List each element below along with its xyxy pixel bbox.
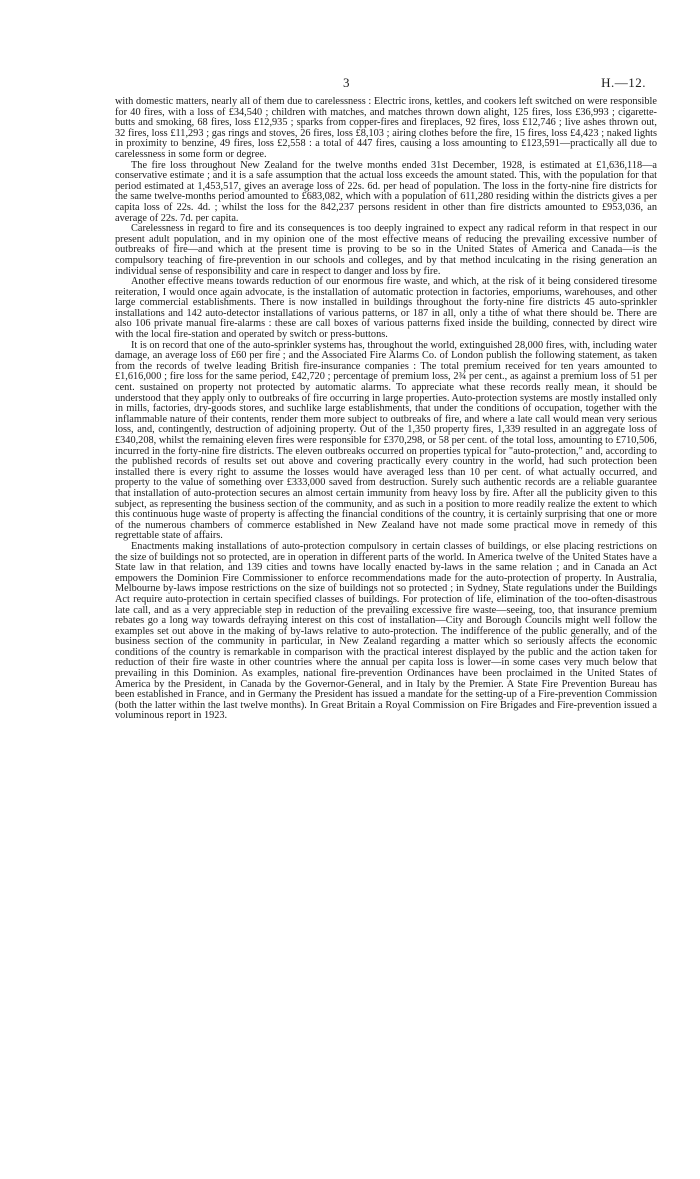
document-reference: H.—12. [601,75,646,90]
body-text [115,97,657,722]
paragraph-automatic-protection: Another effective means towards reduction of our enormous fire waste, and which, at the risk of it being considered tiresome reiteration, I would once again advocate, is the installation of automatic protection in factories, emporiums, warehouses, and other large commercial establishments. There is now installed in buildings throughout the forty-nine fire districts 45 auto-sprinkler installations and 142 auto-detector installations of various patterns, or 187 in all, only a tithe of what there should be. There are also 106 private manual fire-alarms : these are call boxes of various patterns fixed inside the building, connected by direct wire with the local fire-station and operated by switch or press-buttons. [115,276,657,341]
paragraph-domestic-fire-causes: with domestic matters, nearly all of them due to carelessness : Electric irons, kettles, and cookers left switched on were responsible for 40 fires, with a loss of £34,540 ; children with matches, and matches thrown down alight, 125 fires, loss £36,993 ; cigarette-butts and smoking, 68 fires, loss £12,935 ; sparks from copper-fires and fireplaces, 92 fires, loss £12,746 ; live ashes thrown out, 32 fires, loss £11,293 ; gas rings and stoves, 26 fires, loss £8,103 ; airing clothes before the fire, 15 fires, loss £4,423 ; naked lights in proximity to benzine, 49 fires, loss £2,558 : a total of 447 fires, causing a loss amounting to £123,591—practically all due to carelessness in some form or degree. [115,96,657,160]
paragraph-enactments: Enactments making installations of auto-protection compulsory in certain classes of buildings, or else placing restrictions on the size of buildings not so protected, are in operation in different parts of the world. In America twelve of the United States have a State law in that relation, and 139 cities and towns have locally enacted by-laws in the same relation ; and in Canada an Act empowers the Dominion Fire Commissioner to enforce recommendations made for the auto-protection of property. In Australia, Melbourne by-laws impose restrictions on the size of buildings not so protected ; in Sydney, State regulations under the Buildings Act require auto-protection in certain specified classes of buildings. For protection of life, elimination of the too-often-disastrous late call, and as a very appreciable step in reduction of the prevailing excessive fire waste—seeing, too, that insurance premium rebates go a long way towards defraying interest on this cost of installation—City and Borough Councils might well follow the examples set out above in the making of by-laws relative to auto-protection. The indifference of the public generally, and of the business section of the community in particular, in New Zealand regarding a matter which so seriously affects the economic conditions of the country is remarkable in comparison with the practical interest displayed by the public and the action taken for reduction of their fire waste in other countries where the annual per capita loss is lower—in some cases very much below that prevailing in this Dominion. As examples, national fire-prevention Ordinances have been proclaimed in the United States of America by the President, in Canada by the Governor-General, and in Italy by the Premier. A State Fire Prevention Bureau has been established in France, and in Germany the President has issued a mandate for the setting-up of a Fire-prevention Commission (both the latter within the last twelve months). In Great Britain a Royal Commission on Fire Brigades and Fire-prevention issued a voluminous report in 1923. [115,540,657,722]
page-number: 3 [343,75,350,90]
page-header [0,75,700,91]
paragraph-fire-loss-statistics: The fire loss throughout New Zealand for the twelve months ended 31st December, 1928, is estimated at £1,636,118—a conservative estimate ; and it is a safe assumption that the actual loss exceeds the amount stated. This, with the population for that period estimated at 1,453,517, gives an average loss of 22s. 6d. per head of population. The loss in the forty-nine fire districts for the same twelve-months period amounted to £683,082, which with a population of 611,280 residing within the districts gives a per capita loss of 22s. 4d. ; whilst the loss for the 842,237 persons resident in other than fire districts amounted to £953,036, an average of 22s. 7d. per capita. [115,159,657,224]
paragraph-auto-sprinkler-records: It is on record that one of the auto-sprinkler systems has, throughout the world, extinguished 28,000 fires, with, including water damage, an average loss of £60 per fire ; and the Associated Fire Alarms Co. of London publish the following statement, as taken from the records of twelve leading British fire-insurance companies : The total premium received for ten years amounted to £1,616,000 ; fire loss for the same period, £42,720 ; percentage of premium loss, 2¾ per cent., as against a premium loss of 51 per cent. sustained on property not protected by automatic alarms. To appreciate what these records really mean, it should be understood that they apply only to outbreaks of fire occurring in large properties. Auto-protection systems are mostly installed only in mills, factories, dry-goods stores, and suchlike large establishments, that under the conditions of occupation, together with the inflammable nature of their contents, render them more subject to outbreaks of fire, and where a late call would mean very serious loss, and, contingently, destruction of adjoining property. Out of the 1,350 property fires, 1,339 resulted in an aggregate loss of £340,208, whilst the remaining eleven fires were responsible for £370,298, or 58 per cent. of the total loss, amounting to £710,506, incurred in the forty-nine fire districts. The eleven outbreaks occurred on properties typical for "auto-protection," and, according to the published records of results set out above and covering practically every country in the world, had such protection been installed there is every right to assume the losses would have averaged less than 10 per cent. of what actually occurred, and property to the value of something over £333,000 saved from destruction. Surely such authentic records are a reliable guarantee that installation of auto-protection secures an almost certain immunity from heavy loss by fire. After all the publicity given to this subject, as representing the business section of the community, and as such in a position to more readily realize the extent to which this continuous huge waste of property is affecting the financial conditions of the country, it is certainly surprising that one or more of the numerous chambers of commerce established in New Zealand have not made some practical move in remedy of this regrettable state of affairs. [115,339,657,542]
paragraph-fire-prevention-teaching: Carelessness in regard to fire and its consequences is too deeply ingrained to expect any radical reform in that respect in our present adult population, and in my opinion one of the most effective means of reducing the prevailing excessive number of outbreaks of fire—and which at the present time is proving to be so in the United States of America and Canada—is the compulsory teaching of fire-prevention in our schools and colleges, and by that method inculcating in the rising generation an individual sense of responsibility and care in respect to danger and loss by fire. [115,223,657,277]
